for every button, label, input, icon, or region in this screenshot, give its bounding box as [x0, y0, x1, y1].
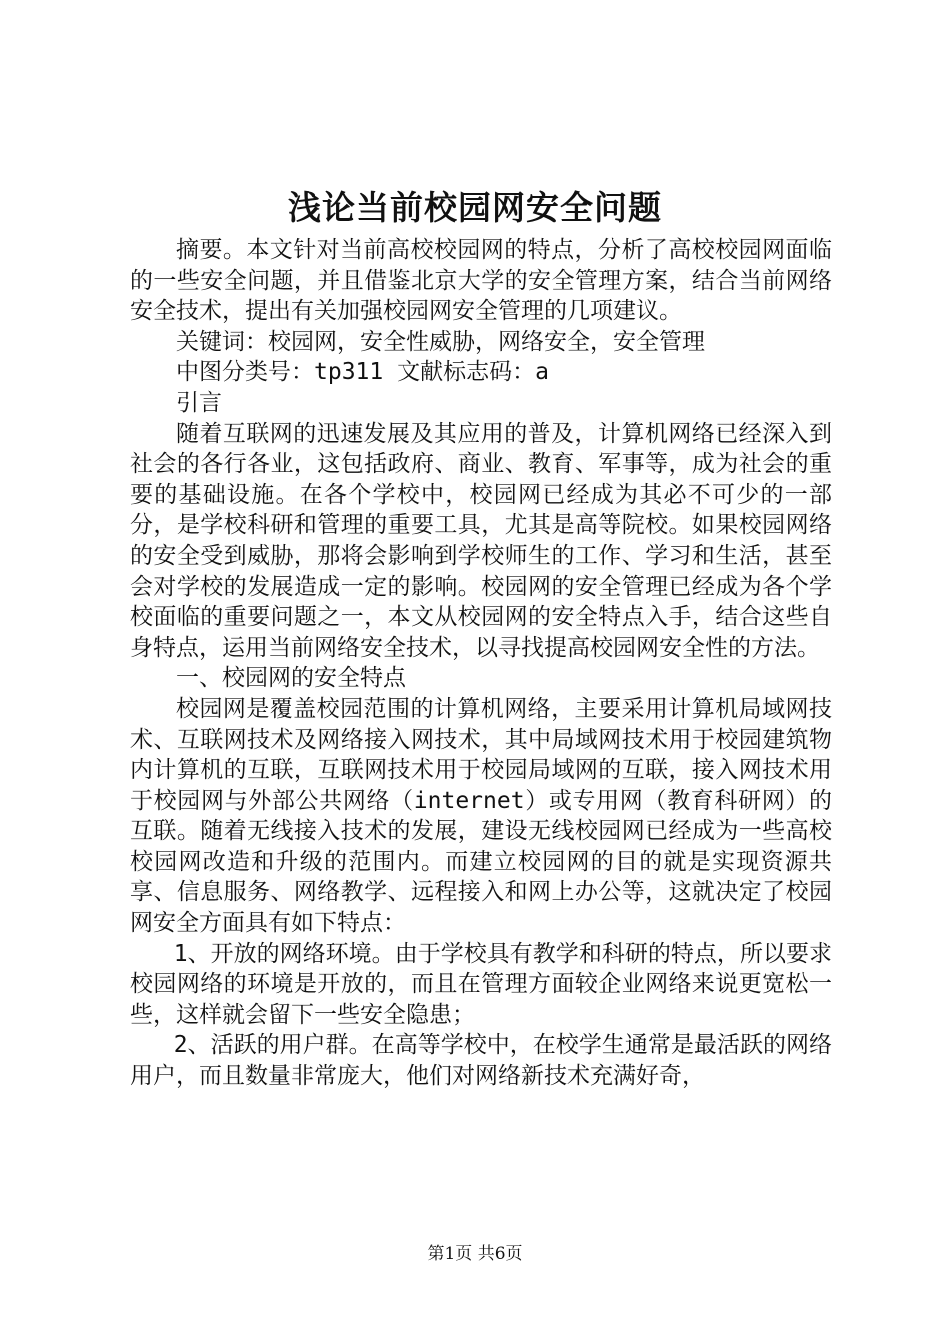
classification-line: 中图分类号：tp311 文献标志码：a: [176, 359, 549, 386]
document-title: 浅论当前校园网安全问题: [288, 188, 662, 227]
page-footer: 第1页 共6页: [427, 1244, 523, 1264]
list-item: 1、开放的网络环境。由于学校具有教学和科研的特点，所以要求校园网络的环境是开放的，而且在管理方面较企业网络来说更宽松一些，这样就会留下一些安全隐患；: [130, 940, 832, 1028]
keywords-line: 关键词：校园网，安全性威胁，网络安全，安全管理: [176, 328, 705, 355]
document-body: [130, 235, 832, 1092]
body-paragraph: 随着互联网的迅速发展及其应用的普及，计算机网络已经深入到社会的各行各业，这包括政府、商业、教育、军事等，成为社会的重要的基础设施。在各个学校中，校园网已经成为其必不可少的一部分，是学校科研和管理的重要工具，尤其是高等院校。如果校园网络的安全受到威胁，那将会影响到学校师生的工作、学习和生活，甚至会对学校的发展造成一定的影响。校园网的安全管理已经成为各个学校面临的重要问题之一，本文从校园网的安全特点入手，结合这些自身特点，运用当前网络安全技术，以寻找提高校园网安全性的方法。: [130, 420, 832, 661]
section-heading-1: 一、校园网的安全特点: [176, 665, 406, 692]
list-item: 2、活跃的用户群。在高等学校中，在校学生通常是最活跃的网络用户，而且数量非常庞大，他们对网络新技术充满好奇，: [130, 1032, 832, 1090]
section-heading-introduction: 引言: [176, 389, 222, 416]
body-paragraph: 校园网是覆盖校园范围的计算机网络，主要采用计算机局域网技术、互联网技术及网络接入网技术，其中局域网技术用于校园建筑物内计算机的互联，互联网技术用于校园局域网的互联，接入网技术用于校园网与外部公共网络（internet）或专用网（教育科研网）的互联。随着无线接入技术的发展，建设无线校园网已经成为一些高校校园网改造和升级的范围内。而建立校园网的目的就是实现资源共享、信息服务、网络教学、远程接入和网上办公等，这就决定了校园网安全方面具有如下特点：: [130, 695, 832, 937]
abstract-paragraph: 摘要。本文针对当前高校校园网的特点，分析了高校校园网面临的一些安全问题，并且借鉴北京大学的安全管理方案，结合当前网络安全技术，提出有关加强校园网安全管理的几项建议。: [130, 237, 832, 325]
